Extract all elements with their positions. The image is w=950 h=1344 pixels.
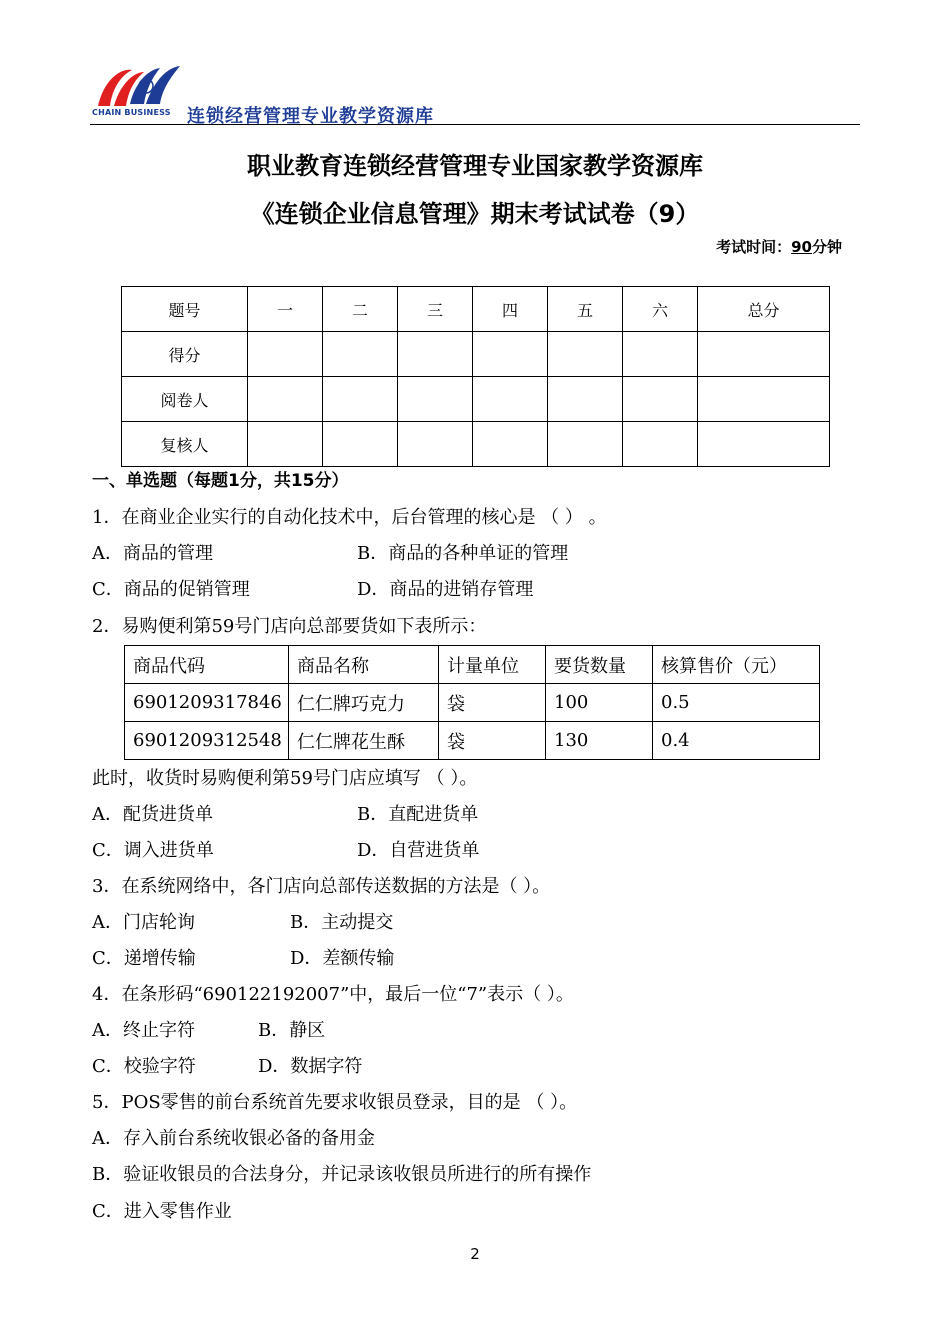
grader-row [122, 377, 830, 422]
score-cell[interactable] [623, 377, 698, 422]
score-cell[interactable] [698, 332, 830, 377]
option: A．终止字符 [92, 1020, 195, 1041]
score-cell[interactable] [698, 422, 830, 467]
header-cell: 计量单位 [439, 646, 546, 684]
score-cell[interactable] [473, 332, 548, 377]
score-cell[interactable] [398, 377, 473, 422]
option: A．配货进货单 [92, 804, 213, 825]
score-cell[interactable] [473, 422, 548, 467]
option: C．进入零售作业 [92, 1201, 232, 1222]
score-cell[interactable] [473, 377, 548, 422]
option: C．递增传输 [92, 948, 196, 969]
order-table-header [125, 646, 820, 684]
option: D．差额传输 [290, 948, 395, 969]
page-header [90, 60, 860, 126]
header-cell: 总分 [698, 287, 830, 332]
header-cell: 三 [398, 287, 473, 332]
header-divider [90, 124, 860, 125]
header-cell: 题号 [122, 287, 248, 332]
table-cell: 仁仁牌花生酥 [289, 722, 439, 760]
exam-time-minutes: 90 [791, 238, 812, 256]
table-cell: 130 [546, 722, 653, 760]
score-cell[interactable] [248, 332, 323, 377]
score-cell[interactable] [398, 422, 473, 467]
question-stem: 1．在商业企业实行的自动化技术中，后台管理的核心是 （ ） 。 [92, 507, 607, 528]
option: C．调入进货单 [92, 840, 214, 861]
score-cell[interactable] [323, 377, 398, 422]
option: B．静区 [258, 1020, 326, 1041]
score-cell[interactable] [323, 422, 398, 467]
table-cell: 0.4 [653, 722, 820, 760]
exam-time [716, 236, 842, 257]
order-table [124, 645, 820, 760]
score-cell[interactable] [248, 377, 323, 422]
logo-text: CHAIN BUSINESS [92, 108, 171, 117]
score-cell[interactable] [548, 377, 623, 422]
table-row [125, 722, 820, 760]
option: B．验证收银员的合法身分，并记录该收银员所进行的所有操作 [92, 1164, 592, 1185]
exam-time-unit: 分钟 [811, 238, 842, 256]
option: B．直配进货单 [357, 804, 479, 825]
question-stem: 4．在条形码“690122192007”中，最后一位“7”表示（ ）。 [92, 984, 574, 1005]
header-cell: 五 [548, 287, 623, 332]
option: D．自营进货单 [357, 840, 480, 861]
option: A．商品的管理 [92, 543, 213, 564]
page-title: 职业教育连锁经营管理专业国家教学资源库 [247, 152, 703, 180]
section-title: 一、单选题（每题1分，共15分） [92, 471, 349, 491]
score-cell[interactable] [548, 422, 623, 467]
option: C．校验字符 [92, 1056, 196, 1077]
header-cell: 商品代码 [125, 646, 289, 684]
exam-title: 《连锁企业信息管理》期末考试试卷（9） [250, 200, 700, 228]
reviewer-row [122, 422, 830, 467]
score-cell[interactable] [623, 422, 698, 467]
page-number: 2 [470, 1245, 480, 1263]
option: A．存入前台系统收银必备的备用金 [92, 1128, 375, 1149]
row-label: 复核人 [122, 422, 248, 467]
table-cell: 0.5 [653, 684, 820, 722]
header-cell: 二 [323, 287, 398, 332]
header-cell: 商品名称 [289, 646, 439, 684]
option: D．数据字符 [258, 1056, 363, 1077]
exam-time-label: 考试时间： [716, 238, 792, 256]
header-cell: 六 [623, 287, 698, 332]
table-cell: 100 [546, 684, 653, 722]
table-cell: 仁仁牌巧克力 [289, 684, 439, 722]
header-cell: 核算售价（元） [653, 646, 820, 684]
option: C．商品的促销管理 [92, 579, 250, 600]
score-table [121, 286, 830, 467]
question-stem: 5．POS零售的前台系统首先要求收银员登录，目的是 （ ）。 [92, 1092, 578, 1113]
table-row [125, 684, 820, 722]
option: D．商品的进销存管理 [357, 579, 534, 600]
score-cell[interactable] [698, 377, 830, 422]
header-cell: 一 [248, 287, 323, 332]
table-cell: 袋 [439, 684, 546, 722]
score-header-row [122, 287, 830, 332]
table-cell: 袋 [439, 722, 546, 760]
score-cell[interactable] [548, 332, 623, 377]
table-cell: 6901209317846 [125, 684, 289, 722]
question-followup: 此时，收货时易购便利第59号门店应填写 （ ）。 [92, 768, 478, 789]
row-label: 得分 [122, 332, 248, 377]
option: B．主动提交 [290, 912, 394, 933]
option: A．门店轮询 [92, 912, 195, 933]
option: B．商品的各种单证的管理 [357, 543, 569, 564]
score-cell[interactable] [248, 422, 323, 467]
table-cell: 6901209312548 [125, 722, 289, 760]
brand-title: 连锁经营管理专业教学资源库 [187, 106, 434, 127]
question-stem: 2．易购便利第59号门店向总部要货如下表所示： [92, 616, 487, 637]
row-label: 阅卷人 [122, 377, 248, 422]
score-cell[interactable] [398, 332, 473, 377]
header-cell: 四 [473, 287, 548, 332]
score-row [122, 332, 830, 377]
score-cell[interactable] [623, 332, 698, 377]
score-cell[interactable] [323, 332, 398, 377]
header-cell: 要货数量 [546, 646, 653, 684]
question-stem: 3．在系统网络中，各门店向总部传送数据的方法是（ ）。 [92, 876, 551, 897]
